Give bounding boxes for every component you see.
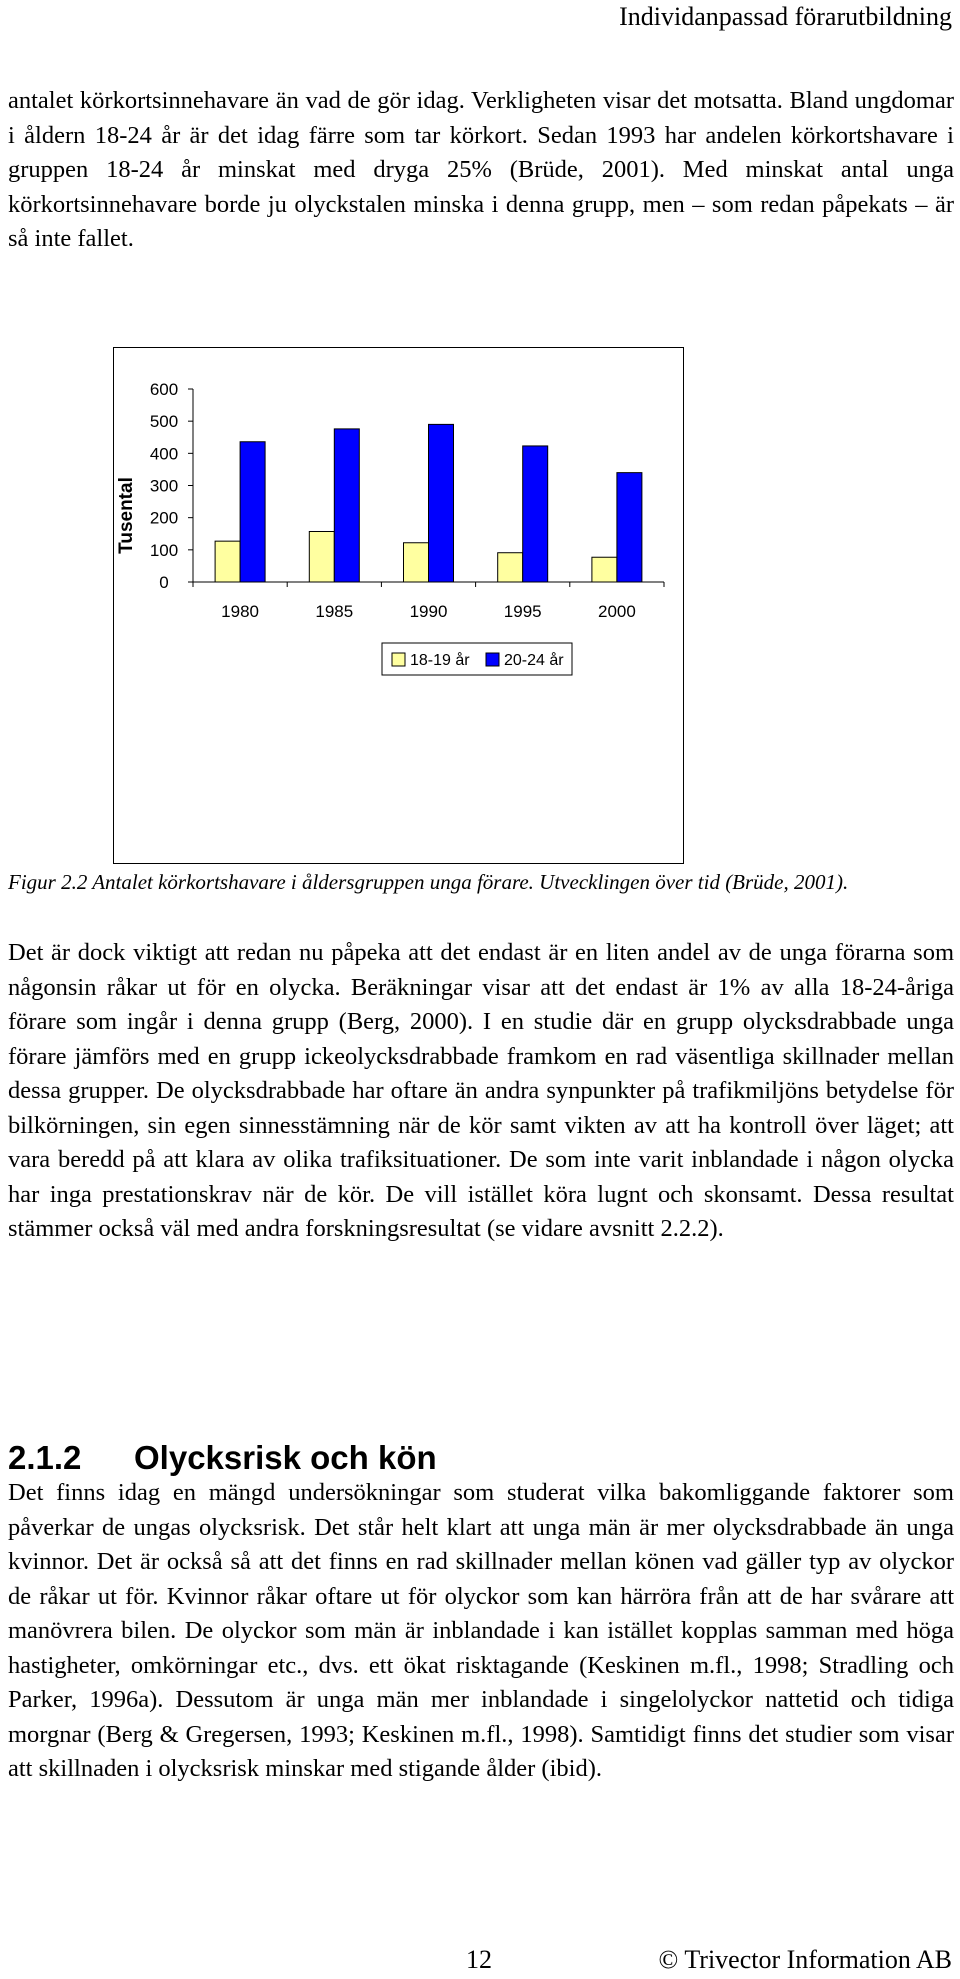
bar-age-20-24 — [334, 429, 359, 582]
section-number: 2.1.2 — [8, 1439, 82, 1476]
legend-swatch — [392, 653, 405, 666]
page-number: 12 — [466, 1945, 492, 1974]
y-tick-label: 400 — [149, 444, 179, 464]
y-tick-label: 200 — [149, 508, 179, 528]
bar-age-18-19 — [215, 541, 240, 582]
x-tick-label: 2000 — [597, 602, 636, 621]
x-tick-label: 1995 — [503, 602, 542, 621]
bar-age-20-24 — [429, 424, 454, 582]
y-tick-label: 300 — [149, 476, 179, 496]
section-heading — [8, 1436, 437, 1480]
y-tick-label: 500 — [149, 412, 179, 432]
bar-age-18-19 — [404, 543, 429, 582]
x-tick-label: 1985 — [315, 602, 354, 621]
footer-copyright: © Trivector Information AB — [658, 1945, 952, 1974]
legend-label: 18-19 år — [410, 652, 470, 669]
figure-caption: Figur 2.2 Antalet körkortshavare i åldersgruppen unga förare. Utvecklingen över tid (Brüde, 2001). — [8, 870, 849, 894]
section-title: Olycksrisk och kön — [134, 1439, 437, 1476]
intro-paragraph: antalet körkortsinnehavare än vad de gör idag. Verkligheten visar det motsatta. Bland ungdomar i åldern 18-24 år är det idag färre som tar körkort. Sedan 1993 har andelen körkortshavare i gruppen 18-24 år minskat med dryga 25% (Brüde, 2001). Med minskat antal unga körkortsinnehavare borde ju olyckstalen minska i denna grupp, men – som redan påpekats – är så inte fallet. — [8, 87, 954, 252]
y-axis-title: Tusental — [116, 477, 137, 554]
y-tick-label: 0 — [159, 573, 169, 592]
x-tick-label: 1990 — [409, 602, 448, 621]
bar-age-20-24 — [617, 473, 642, 582]
bar-age-18-19 — [309, 531, 334, 582]
legend-swatch — [486, 653, 499, 666]
bar-age-18-19 — [592, 557, 617, 582]
legend-label: 20-24 år — [504, 652, 564, 669]
running-header: Individanpassad förarutbildning — [619, 2, 952, 31]
y-tick-label: 600 — [149, 380, 179, 399]
y-tick-label: 100 — [149, 540, 179, 560]
x-tick-label: 1980 — [221, 602, 260, 621]
section-paragraph: Det finns idag en mängd undersökningar som studerat vilka bakomliggande faktorer som påverkar de ungas olycksrisk. Det står helt klart att unga män är mer olycksdrabbade än unga kvinnor. Det är också så att det finns en rad skillnader mellan könen vad gäller typ av olyckor de råkar ut för. Kvinnor råkar oftare ut för olyckor som kan härröra från att de har svårare att manövrera bilen. De olyckor som män är inblandade i kan istället kopplas samman med höga hastigheter, omkörningar etc., dvs. ett ökat risktagande (Keskinen m.fl., 1998; Stradling och Parker, 1996a). Dessutom är unga män mer inblandade i singelolyckor nattetid och tidiga morgnar (Berg & Gregersen, 1993; Keskinen m.fl., 1998). Samtidigt finns det studier som visar att skillnaden i olycksrisk minskar med stigande ålder (ibid). — [8, 1479, 954, 1782]
bar-age-20-24 — [240, 442, 265, 582]
bar-age-20-24 — [523, 446, 548, 582]
bar-chart-svg — [114, 348, 683, 863]
body-paragraph: Det är dock viktigt att redan nu påpeka att det endast är en liten andel av de unga förarna som någonsin råkar ut för en olycka. Beräkningar visar att det endast är 1% av alla 18-24-åriga förare som ingår i denna grupp (Berg, 2000). I en studie där en grupp olycksdrabbade unga förare jämförs med en grupp ickeolycksdrabbade framkom en rad väsentliga skillnader mellan dessa grupper. De olycksdrabbade har oftare än andra synpunkter på trafikmiljöns betydelse för bilkörningen, sin egen sinnesstämning när de kör samt vikten av att ha kontroll över läget; att vara beredd på att klara av olika trafiksituationer. De som inte varit inblandade i någon olycka har inga prestationskrav när de kör. De vill istället köra lugnt och skonsamt. Dessa resultat stämmer också väl med andra forskningsresultat (se vidare avsnitt 2.2.2). — [8, 939, 954, 1242]
bar-age-18-19 — [498, 553, 523, 582]
bar-chart — [113, 347, 684, 864]
